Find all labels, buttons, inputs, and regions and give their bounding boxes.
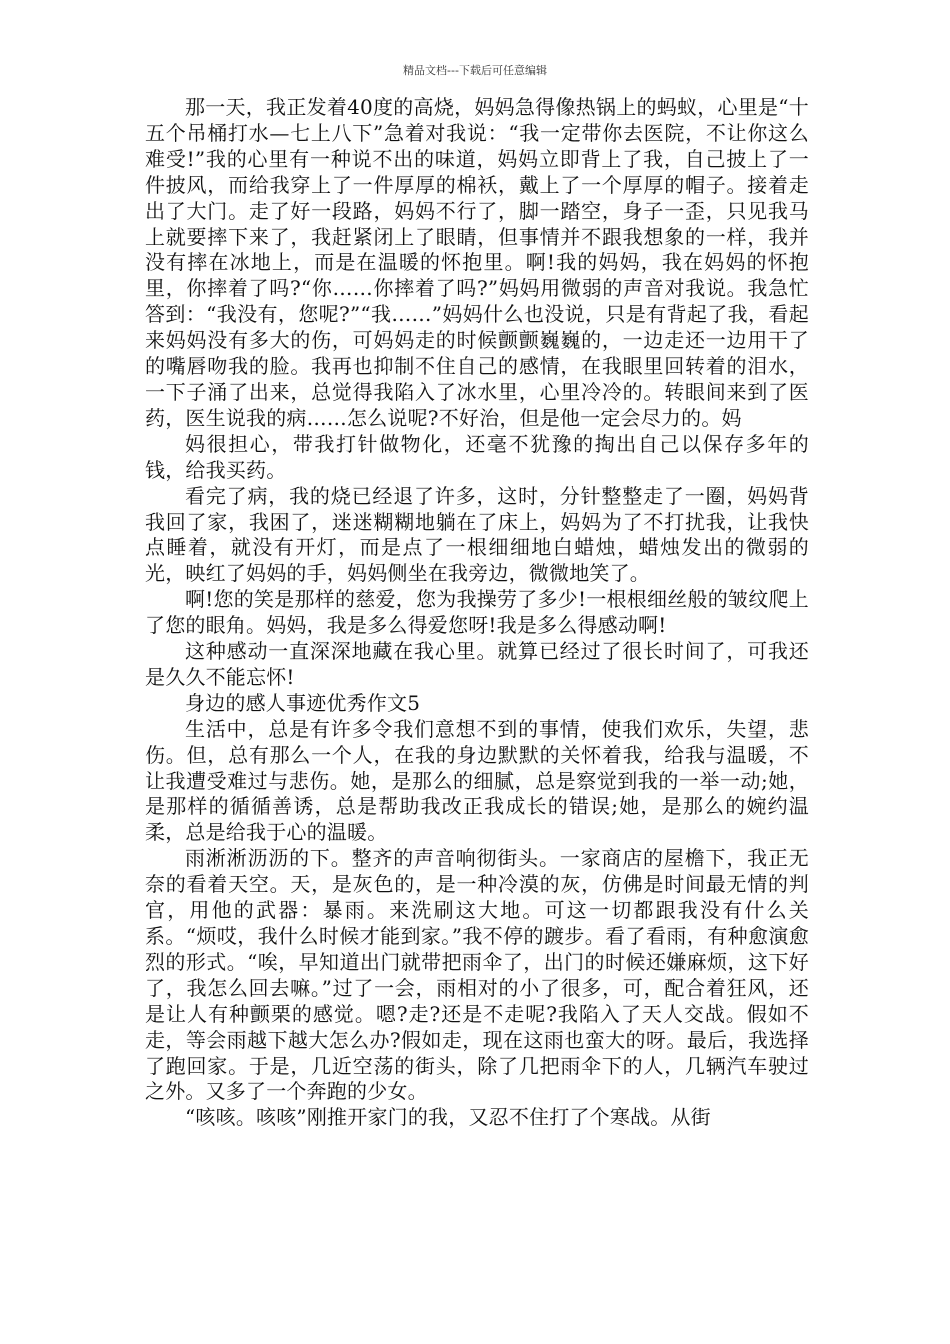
document-body	[145, 95, 809, 1131]
page-header: 精品文档---下载后可任意编辑	[403, 64, 547, 77]
paragraph: 雨淅淅沥沥的下。整齐的声音响彻街头。一家商店的屋檐下，我正无奈的看着天空。天，是灰色的，是一种冷漠的灰，仿佛是时间最无情的判官，用他的武器：暴雨。来洗刷这大地。可这一切都跟我没有什么关系。“烦哎，我什么时候才能到家。”我不停的踱步。看了看雨，有种愈演愈烈的形式。“唉，早知道出门就带把雨伞了，出门的时候还嫌麻烦，这下好了，我怎么回去嘛。”过了一会，雨相对的小了很多，可，配合着狂风，还是让人有种颤栗的感觉。嗯?走?还是不走呢?我陷入了天人交战。假如不走，等会雨越下越大怎么办?假如走，现在这雨也蛮大的呀。最后，我选择了跑回家。于是，几近空荡的街头，除了几把雨伞下的人，几辆汽车驶过之外。又多了一个奔跑的少女。	[145, 846, 809, 1104]
paragraph: 生活中，总是有许多令我们意想不到的事情，使我们欢乐，失望，悲伤。但，总有那么一个人，在我的身边默默的关怀着我，给我与温暖，不让我遭受难过与悲伤。她，是那么的细腻，总是察觉到我的一举一动;她，是那样的循循善诱，总是帮助我改正我成长的错误;她，是那么的婉约温柔，总是给我于心的温暖。	[145, 716, 809, 845]
paragraph: 这种感动一直深深地藏在我心里。就算已经过了很长时间了，可我还是久久不能忘怀!	[145, 639, 809, 689]
paragraph: 啊!您的笑是那样的慈爱，您为我操劳了多少!一根根细丝般的皱纹爬上了您的眼角。妈妈，我是多么得爱您呀!我是多么得感动啊!	[145, 587, 809, 638]
paragraph: 那一天，我正发着40度的高烧，妈妈急得像热锅上的蚂蚁，心里是“十五个吊桶打水—七上八下”急着对我说：“我一定带你去医院，不让你这么难受!”我的心里有一种说不出的味道，妈妈立即背上了我，自己披上了一件披风，而给我穿上了一件厚厚的棉袄，戴上了一个厚厚的帽子。接着走出了大门。走了好一段路，妈妈不行了，脚一踏空，身子一歪，只见我马上就要摔下来了，我赶紧闭上了眼睛，但事情并不跟我想象的一样，我并没有摔在冰地上，而是在温暖的怀抱里。啊!我的妈妈，我在妈妈的怀抱里，你摔着了吗?“你……你摔着了吗?”妈妈用微弱的声音对我说。我急忙答到：“我没有，您呢?”“我……”妈妈什么也没说，只是有背起了我，看起来妈妈没有多大的伤，可妈妈走的时候颤颤巍巍的，一边走还一边用干了的嘴唇吻我的脸。我再也抑制不住自己的感情，在我眼里回转着的泪水，一下子涌了出来，总觉得我陷入了冰水里，心里冷冷的。转眼间来到了医药，医生说我的病……怎么说呢?不好治，但是他一定会尽力的。妈	[145, 95, 809, 430]
paragraph: 妈很担心，带我打针做物化，还毫不犹豫的掏出自己以保存多年的钱，给我买药。	[145, 431, 809, 482]
section-heading: 身边的感人事迹优秀作文5	[185, 690, 421, 715]
paragraph: “咳咳。咳咳”刚推开家门的我，又忍不住打了个寒战。从街	[185, 1105, 711, 1130]
paragraph: 看完了病，我的烧已经退了许多，这时，分针整整走了一圈，妈妈背我回了家，我困了，迷迷糊糊地躺在了床上，妈妈为了不打扰我，让我快点睡着，就没有开灯，而是点了一根细细地白蜡烛，蜡烛发出的微弱的光，映红了妈妈的手，妈妈侧坐在我旁边，微微地笑了。	[145, 483, 809, 586]
